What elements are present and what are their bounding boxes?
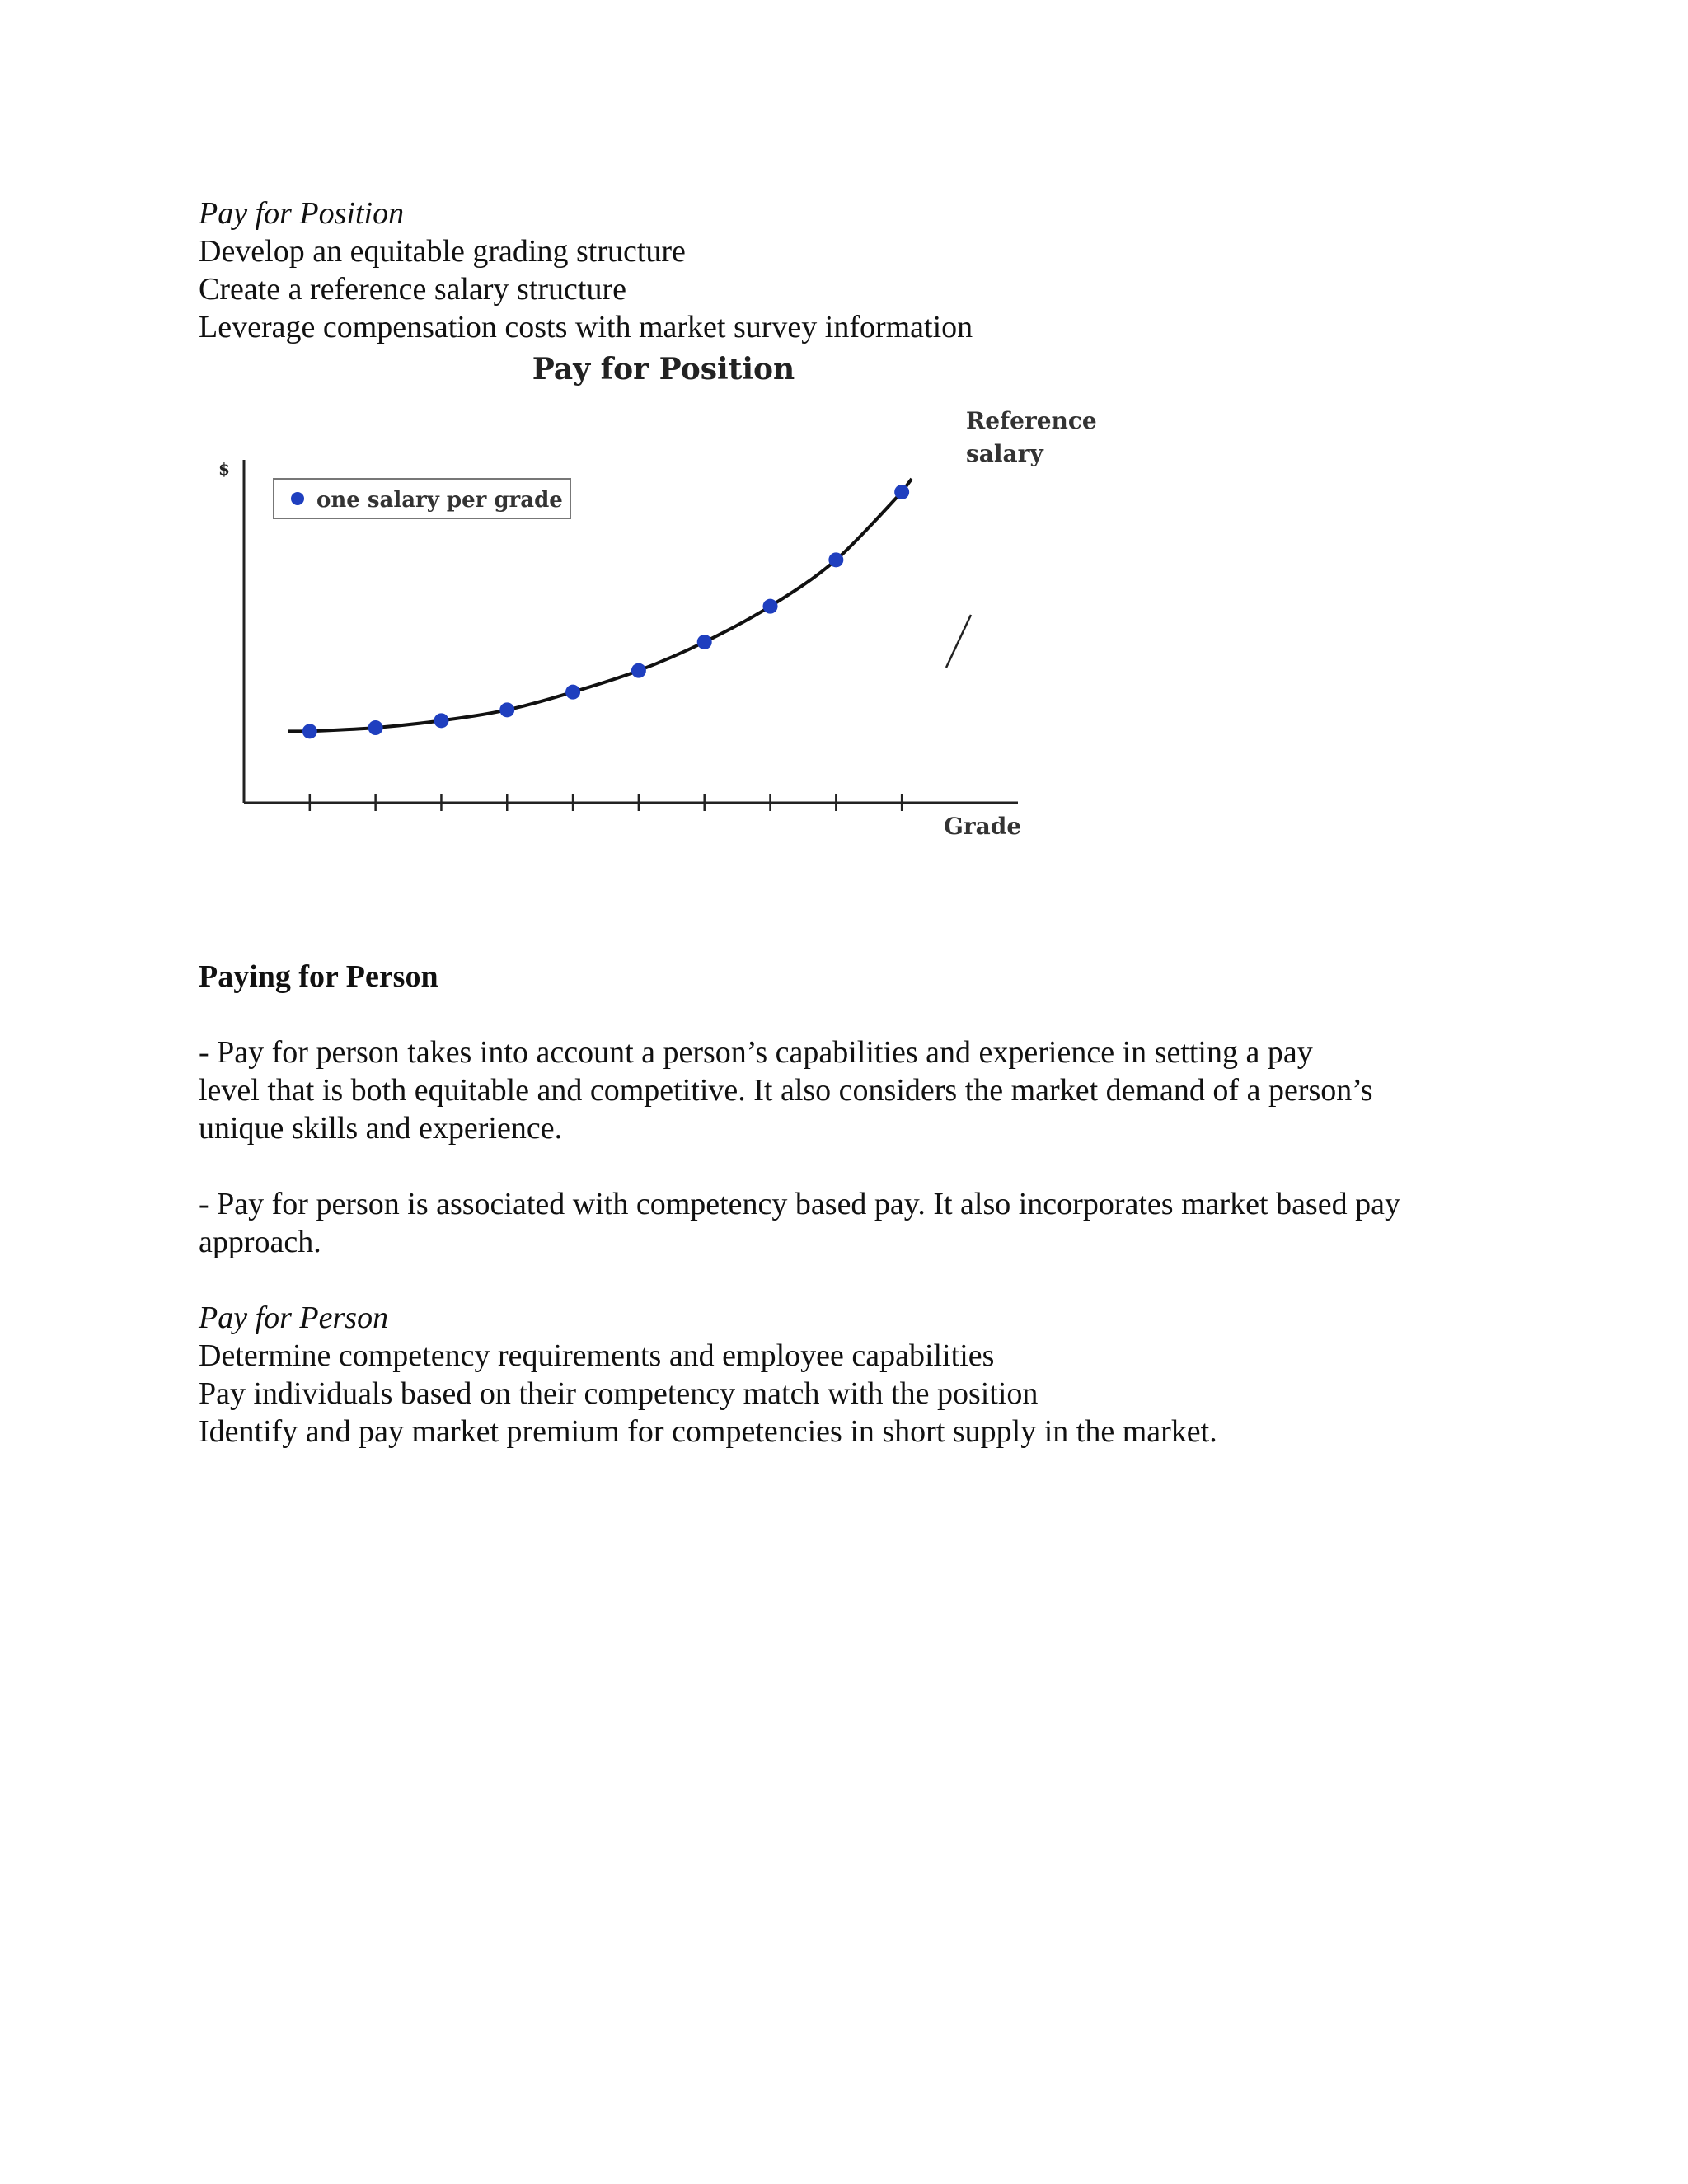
salary-point — [763, 599, 778, 614]
salary-point — [894, 485, 909, 499]
document-page — [199, 194, 1517, 1451]
y-axis-label: $ — [218, 459, 230, 479]
x-axis-label: Grade — [944, 813, 1022, 840]
paragraph-line: - Pay for person is associated with competency based pay. It also incorporates market based pay — [199, 1187, 1400, 1221]
salary-point — [499, 702, 514, 717]
legend — [274, 479, 570, 518]
salary-point — [565, 685, 580, 700]
paragraph-line: level that is both equitable and competitive. It also considers the market demand of a person’s — [199, 1073, 1373, 1108]
paragraph-line: approach. — [199, 1225, 321, 1259]
salary-point — [368, 720, 383, 735]
bullet-line: Leverage compensation costs with market survey information — [199, 310, 973, 344]
pay-for-position-chart — [0, 352, 1097, 918]
bullet-line: Identify and pay market premium for competencies in short supply in the market. — [199, 1414, 1217, 1449]
bullet-line: Create a reference salary structure — [199, 272, 626, 307]
salary-point — [631, 663, 646, 678]
section-title-pay-for-person: Pay for Person — [199, 1301, 389, 1335]
salary-points — [302, 485, 909, 738]
annotation-leader-line — [946, 615, 971, 668]
legend-label: one salary per grade — [316, 488, 563, 513]
annotation-reference: Reference — [966, 407, 1097, 434]
bullet-line: Pay individuals based on their competency match with the position — [199, 1376, 1039, 1411]
annotation-salary: salary — [966, 440, 1043, 467]
legend-marker — [291, 492, 304, 505]
salary-point — [434, 713, 448, 728]
salary-point — [697, 635, 712, 649]
paragraph-line: unique skills and experience. — [199, 1111, 563, 1146]
section-heading-paying-for-person: Paying for Person — [199, 959, 438, 994]
bullet-line: Develop an equitable grading structure — [199, 234, 686, 269]
chart-svg — [0, 352, 1097, 918]
paragraph-line: - Pay for person takes into account a person’s capabilities and experience in setting a pay — [199, 1035, 1313, 1070]
salary-point — [302, 724, 317, 738]
section-title-pay-for-position: Pay for Position — [199, 196, 405, 231]
chart-title: Pay for Position — [532, 352, 795, 387]
bullet-line: Determine competency requirements and employee capabilities — [199, 1338, 995, 1373]
salary-point — [828, 552, 843, 567]
